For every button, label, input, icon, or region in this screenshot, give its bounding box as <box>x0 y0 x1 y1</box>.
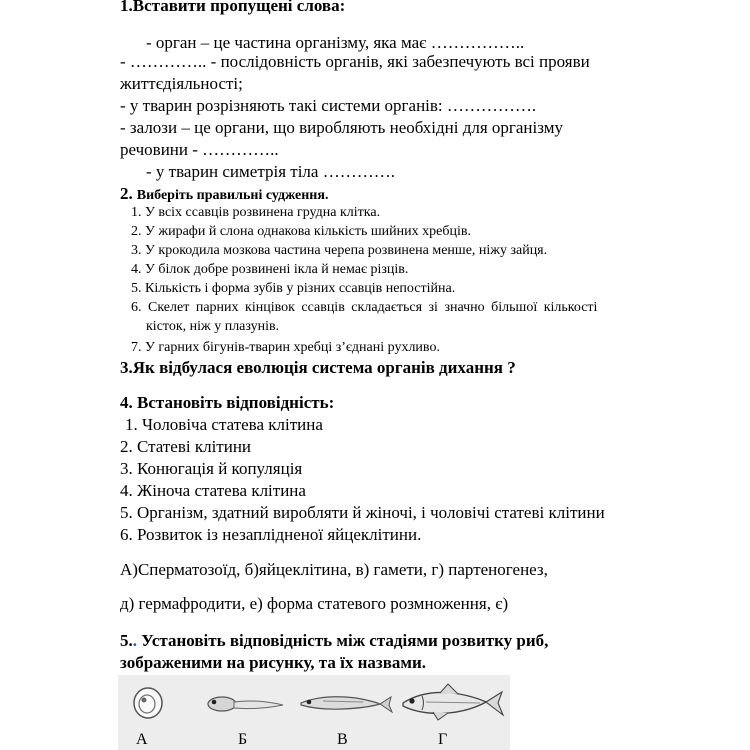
adult-fish-image <box>403 684 503 720</box>
stage-label-v: В <box>337 731 348 748</box>
section-1-title: 1.Вставити пропущені слова: <box>120 0 346 15</box>
stage-label-g: Г <box>438 731 448 748</box>
section-4-item-2: 2. Статеві клітини <box>120 437 252 456</box>
section-2-item-6-cont: кісток, ніж у плазунів. <box>146 319 280 334</box>
section-2-item-1: 1. У всіх ссавців розвинена грудна клітка. <box>131 205 381 220</box>
section-5-number: 5. <box>120 631 133 650</box>
section-5-dot: . <box>132 631 137 650</box>
section-5-title-line-1 <box>120 631 548 651</box>
section-1-line-4a: - залози – це органи, що виробляють необхідні для організму <box>120 118 563 137</box>
section-1-line-2a: - ………….. - послідовність органів, які забезпечують всі прояви <box>120 52 590 71</box>
section-2-item-6: 6. Скелет парних кінцівок ссавців складається зі значно більшої кількості <box>131 300 598 315</box>
section-4-item-6: 6. Розвиток із незаплідненої яйцеклітини. <box>120 525 422 544</box>
section-2-heading <box>120 184 328 204</box>
section-1-line-4b: речовини - ………….. <box>120 140 279 159</box>
section-5-title-2: зображеними на рисунку, та їх назвами. <box>120 653 427 672</box>
section-2-number: 2. <box>120 184 133 203</box>
section-1-line-3: - у тварин розрізняють такі системи органів: ……………. <box>120 96 537 115</box>
section-5-title-1: Установіть відповідність між стадіями розвитку риб, <box>141 631 549 650</box>
section-4-item-3: 3. Конюгація й копуляція <box>120 459 303 478</box>
section-2-item-5: 5. Кількість і форма зубів у різних ссавців непостійна. <box>131 281 456 296</box>
stage-label-b: Б <box>238 731 248 748</box>
fish-stages-illustration <box>118 675 510 750</box>
section-1-line-1: - орган – це частина організму, яка має …………….. <box>146 33 525 52</box>
section-4-item-4: 4. Жіноча статева клітина <box>120 481 306 500</box>
fish-larva-image <box>208 697 283 711</box>
section-2-title: Виберіть правильні судження. <box>136 188 329 203</box>
fish-fry-image <box>301 697 392 712</box>
section-2-item-7: 7. У гарних бігунів-тварин хребці з’єднані рухливо. <box>131 340 440 355</box>
section-2-item-2: 2. У жирафи й слона однакова кількість шийних хребців. <box>131 224 471 239</box>
section-4-item-1: 1. Чоловіча статева клітина <box>125 415 323 434</box>
section-4-title: 4. Встановіть відповідність: <box>120 393 335 412</box>
section-2-item-3: 3. У крокодила мозкова частина черепа розвинена менше, ніжу зайця. <box>131 243 548 258</box>
section-3-title: 3.Як відбулася еволюція система органів дихання ? <box>120 358 516 377</box>
fish-stages-figure <box>118 675 510 750</box>
section-4-item-5: 5. Організм, здатний виробляти й жіночі, і чоловічі статеві клітини <box>120 503 605 522</box>
section-4-answers-1: А)Сперматозоїд, б)яйцеклітина, в) гамети, г) партеногенез, <box>120 560 548 579</box>
section-1-line-2b: життєдіяльності; <box>120 74 243 93</box>
stage-label-a: А <box>136 731 148 748</box>
section-2-item-4: 4. У білок добре розвинені ікла й немає різців. <box>131 262 409 277</box>
fish-egg-image <box>134 688 162 718</box>
section-4-answers-2: д) гермафродити, е) форма статевого розмноження, є) <box>120 594 509 613</box>
section-1-line-5: - у тварин симетрія тіла …………. <box>146 162 395 181</box>
